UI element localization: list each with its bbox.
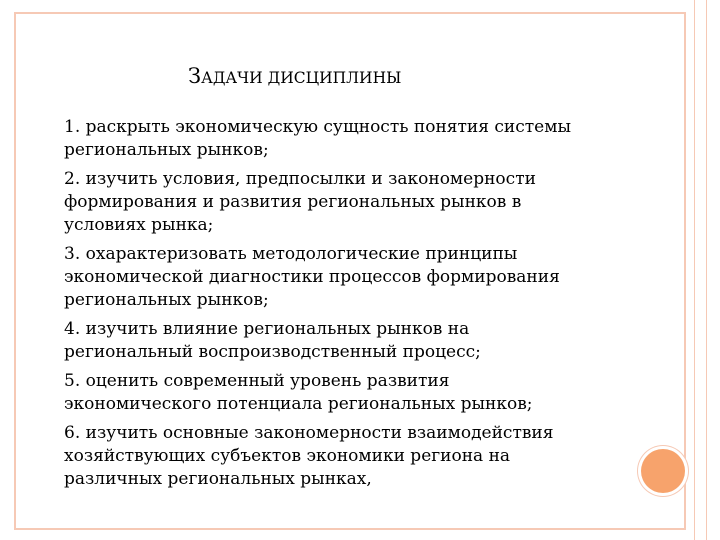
accent-circle-icon [641, 449, 685, 493]
task-item-5: 5. оценить современный уровень развития экономического потенциала региональных рынков; [64, 371, 533, 414]
frame-line-left [694, 0, 695, 540]
task-item-1: 1. раскрыть экономическую сущность понятия системы региональных рынков; [64, 117, 571, 160]
slide-title [188, 64, 401, 90]
task-item-3: 3. охарактеризовать методологические принципы экономической диагностики процессов формирования региональных рынков; [64, 244, 560, 310]
task-item-4: 4. изучить влияние региональных рынков на региональный воспроизводственный процесс; [64, 319, 481, 362]
slide-title-initial: З [188, 64, 202, 88]
task-list [64, 116, 664, 497]
frame-line-right [706, 0, 707, 540]
task-item-2: 2. изучить условия, предпосылки и закономерности формирования и развития региональных рынков в условиях рынка; [64, 169, 536, 235]
slide-title-rest: АДАЧИ ДИСЦИПЛИНЫ [201, 69, 402, 87]
task-item-6: 6. изучить основные закономерности взаимодействия хозяйствующих субъектов экономики региона на различных региональных рынках, [64, 423, 554, 489]
